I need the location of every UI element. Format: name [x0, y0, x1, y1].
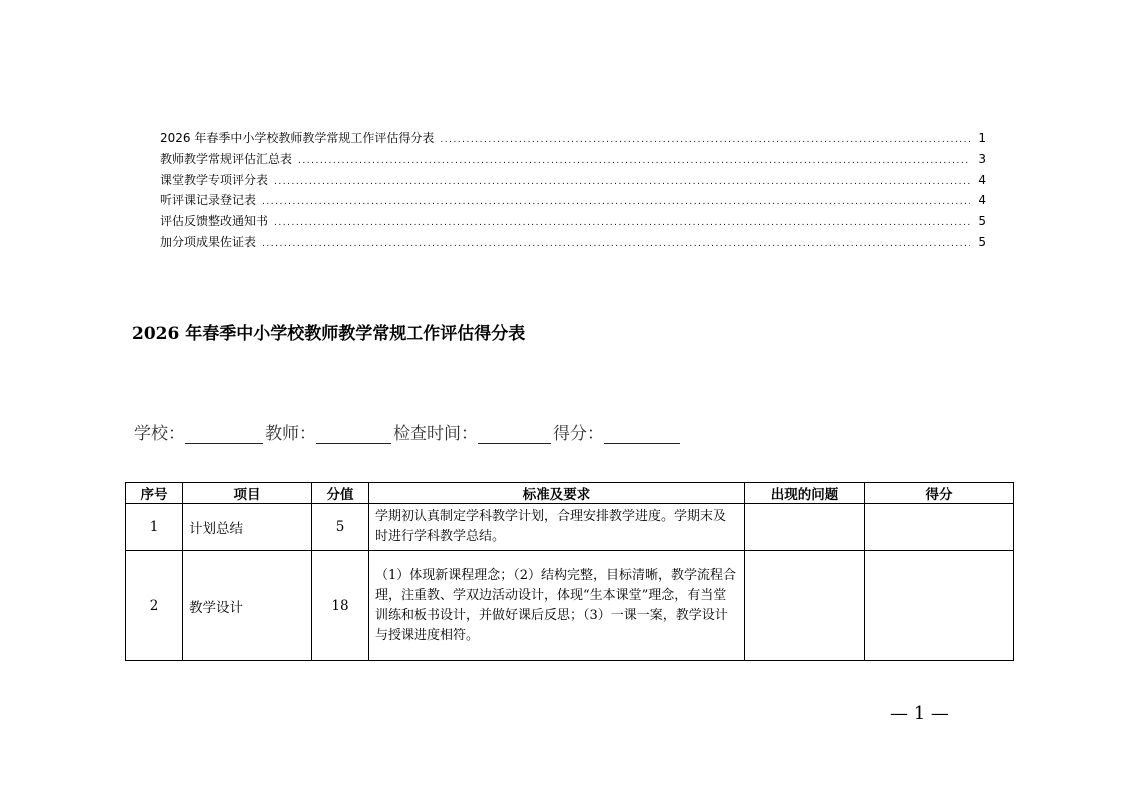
- header-no: 序号: [126, 483, 183, 504]
- toc-entry-page: 4: [978, 172, 986, 187]
- toc-entry-title: 听评课记录登记表: [160, 193, 257, 208]
- info-fields-line: [134, 419, 682, 444]
- cell-item: 教学设计: [183, 551, 312, 661]
- header-standard: 标准及要求: [369, 483, 745, 504]
- toc-entry[interactable]: [160, 190, 986, 211]
- cell-standard: （1）体现新课程理念；（2）结构完整，目标清晰，教学流程合理，注重教、学双边活动设计，体现“生本课堂”理念，有当堂训练和板书设计，并做好课后反思；（3）一课一案，教学设计与授课进度相符。: [369, 551, 745, 661]
- toc-entry-page: 3: [978, 151, 986, 166]
- cell-no: 1: [126, 504, 183, 551]
- toc-entry[interactable]: [160, 232, 986, 253]
- table-header-row: [126, 483, 1014, 504]
- toc-leader-dots: [274, 172, 970, 193]
- cell-no: 2: [126, 551, 183, 661]
- check-time-label: 检查时间：: [393, 424, 478, 444]
- toc-entry-page: 5: [978, 234, 986, 249]
- cell-points: 18: [312, 551, 369, 661]
- toc-leader-dots: [440, 130, 970, 151]
- evaluation-score-table: [125, 482, 1014, 661]
- cell-score[interactable]: [865, 504, 1014, 551]
- header-score: 得分: [865, 483, 1014, 504]
- check-time-blank[interactable]: [478, 423, 551, 444]
- cell-problem[interactable]: [745, 504, 865, 551]
- toc-entry[interactable]: [160, 170, 986, 191]
- toc-entry-title: 2026 年春季中小学校教师教学常规工作评估得分表: [160, 131, 435, 145]
- table-row: [126, 504, 1014, 551]
- toc-entry[interactable]: [160, 149, 986, 170]
- header-item: 项目: [183, 483, 312, 504]
- school-label: 学校：: [134, 424, 185, 444]
- cell-problem[interactable]: [745, 551, 865, 661]
- teacher-label: 教师：: [265, 424, 316, 444]
- toc-leader-dots: [262, 234, 970, 255]
- header-points: 分值: [312, 483, 369, 504]
- table-row: [126, 551, 1014, 661]
- toc-entry-page: 4: [978, 193, 986, 208]
- cell-points: 5: [312, 504, 369, 551]
- toc-entry-page: 5: [978, 214, 986, 229]
- table-of-contents: [160, 128, 986, 253]
- toc-entry-title: 教师教学常规评估汇总表: [160, 151, 293, 166]
- document-title: 2026 年春季中小学校教师教学常规工作评估得分表: [132, 324, 526, 344]
- toc-leader-dots: [274, 213, 970, 234]
- cell-score[interactable]: [865, 551, 1014, 661]
- cell-standard: 学期初认真制定学科教学计划，合理安排教学进度。学期末及时进行学科教学总结。: [369, 504, 745, 551]
- toc-entry[interactable]: [160, 128, 986, 149]
- school-blank[interactable]: [185, 423, 263, 444]
- cell-item: 计划总结: [183, 504, 312, 551]
- score-label: 得分：: [553, 424, 604, 444]
- toc-leader-dots: [262, 192, 970, 213]
- header-problem: 出现的问题: [745, 483, 865, 504]
- toc-entry-title: 加分项成果佐证表: [160, 234, 257, 249]
- page-number: — 1 —: [890, 703, 949, 724]
- toc-entry-title: 评估反馈整改通知书: [160, 214, 269, 229]
- score-blank[interactable]: [604, 423, 680, 444]
- toc-leader-dots: [298, 151, 970, 172]
- toc-entry-title: 课堂教学专项评分表: [160, 172, 269, 187]
- toc-entry-page: 1: [978, 131, 986, 145]
- teacher-blank[interactable]: [316, 423, 391, 444]
- toc-entry[interactable]: [160, 211, 986, 232]
